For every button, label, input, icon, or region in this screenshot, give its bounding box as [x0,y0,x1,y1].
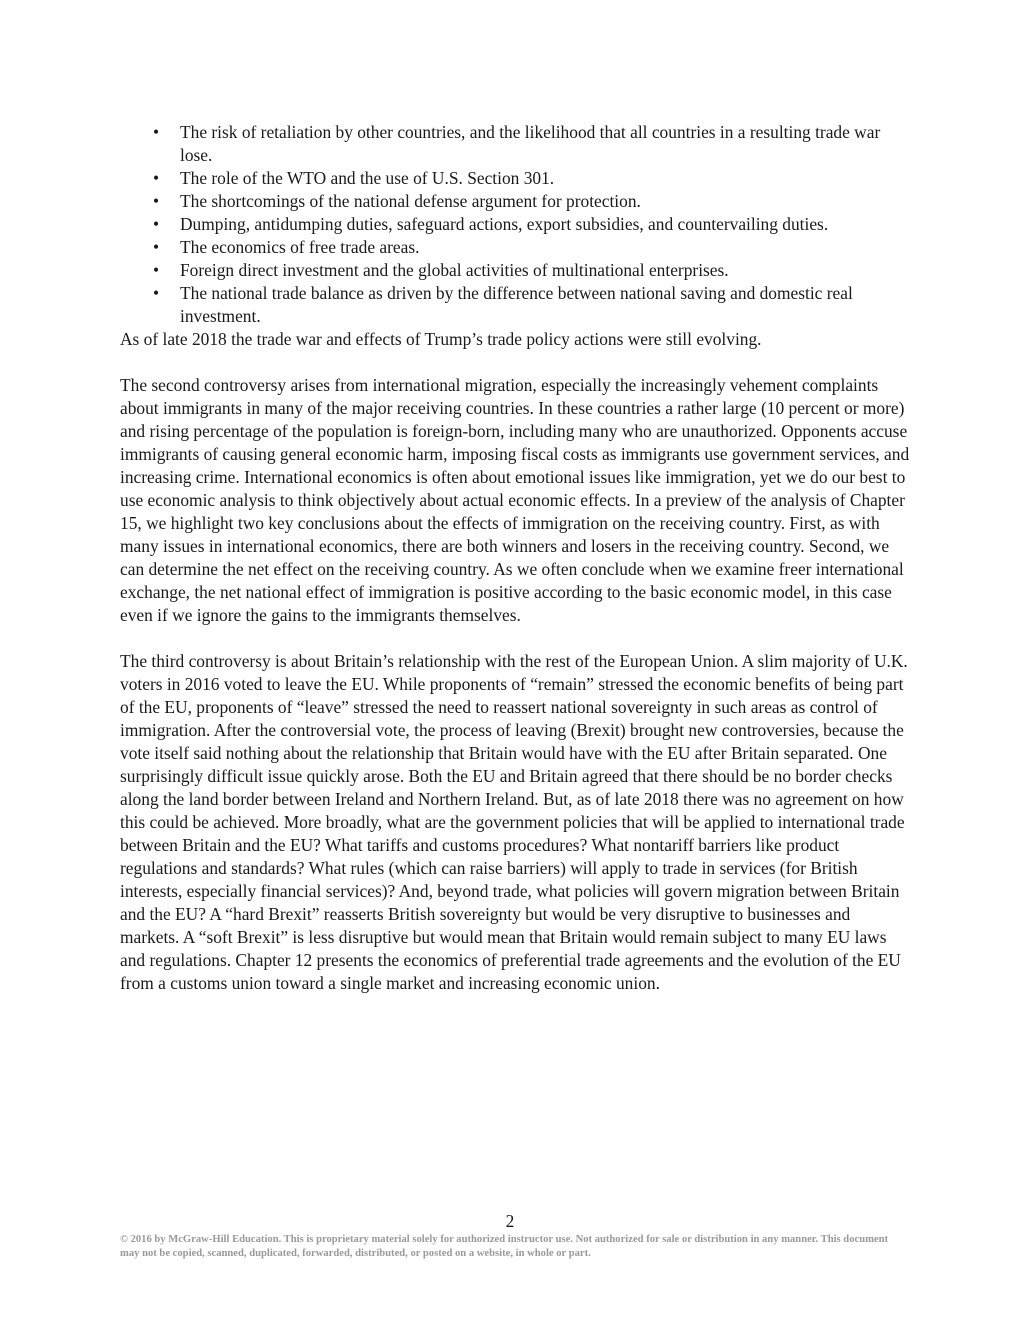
bullet-icon: • [152,191,160,211]
bullet-text: The risk of retaliation by other countries, and the likelihood that all countries in a resulting trade war lose. [180,122,881,165]
bullet-icon: • [152,168,160,188]
page-number: 2 [505,1211,515,1231]
bullet-text: Foreign direct investment and the global activities of multinational enterprises. [180,260,729,280]
bullet-text: The role of the WTO and the use of U.S. Section 301. [180,168,555,188]
bullet-icon: • [152,122,160,142]
bullet-text: The national trade balance as driven by the difference between national saving and domestic real investment. [180,283,853,326]
bullet-icon: • [152,283,160,303]
paragraph-brexit-controversy: The third controversy is about Britain’s relationship with the rest of the European Union. A slim majority of U.K. voters in 2016 voted to leave the EU. While proponents of “remain” stressed the economic benefits of being part of the EU, proponents of “leave” stressed the need to reassert national sovereignty in such areas as control of immigration. After the controversial vote, the process of leaving (Brexit) brought new controversies, because the vote itself said nothing about the relationship that Britain would have with the EU after Britain separated. One surprisingly difficult issue quickly arose. Both the EU and Britain agreed that there should be no border checks along the land border between Ireland and Northern Ireland. But, as of late 2018 there was no agreement on how this could be achieved. More broadly, what are the government policies that will be applied to international trade between Britain and the EU? What tariffs and customs procedures? What nontariff barriers like product regulations and standards? What rules (which can raise barriers) will apply to trade in services (for British interests, especially financial services)? And, beyond trade, what policies will govern migration between Britain and the EU? A “hard Brexit” reasserts British sovereignty but would be very disruptive to businesses and markets. A “soft Brexit” is less disruptive but would mean that Britain would remain subject to many EU laws and regulations. Chapter 12 presents the economics of preferential trade agreements and the evolution of the EU from a customs union toward a single market and increasing economic union. [120,651,908,993]
copyright-notice: © 2016 by McGraw-Hill Education. This is proprietary material solely for authorized instructor use. Not authorized for sale or distribution in any manner. This document may not be copied, scanned, duplicated, forwarded, distributed, or posted on a website, in whole or part. [120,1234,889,1259]
bullet-item [120,259,910,282]
bullet-text: The economics of free trade areas. [180,237,420,257]
bullet-item [120,282,910,328]
paragraph-trade-war-status: As of late 2018 the trade war and effects of Trump’s trade policy actions were still evolving. [120,329,762,349]
bullet-text: The shortcomings of the national defense argument for protection. [180,191,641,211]
bullet-text: Dumping, antidumping duties, safeguard actions, export subsidies, and countervailing duties. [180,214,829,234]
bullet-icon: • [152,260,160,280]
bullet-item [120,236,910,259]
bullet-icon: • [152,237,160,257]
page-body [120,121,910,995]
bullet-icon: • [152,214,160,234]
bullet-item [120,121,910,167]
bullet-item [120,190,910,213]
bullet-list [120,121,910,328]
bullet-item [120,213,910,236]
paragraph-migration-controversy: The second controversy arises from international migration, especially the increasingly vehement complaints about immigrants in many of the major receiving countries. In these countries a rather large (10 percent or more) and rising percentage of the population is foreign-born, including many who are unauthorized. Opponents accuse immigrants of causing general economic harm, imposing fiscal costs as immigrants use government services, and increasing crime. International economics is often about emotional issues like immigration, yet we do our best to use economic analysis to think objectively about actual economic effects. In a preview of the analysis of Chapter 15, we highlight two key conclusions about the effects of immigration on the receiving country. First, as with many issues in international economics, there are both winners and losers in the receiving country. Second, we can determine the net effect on the receiving country. As we often conclude when we examine freer international exchange, the net national effect of immigration is positive according to the basic economic model, in this case even if we ignore the gains to the immigrants themselves. [120,375,910,625]
bullet-item [120,167,910,190]
